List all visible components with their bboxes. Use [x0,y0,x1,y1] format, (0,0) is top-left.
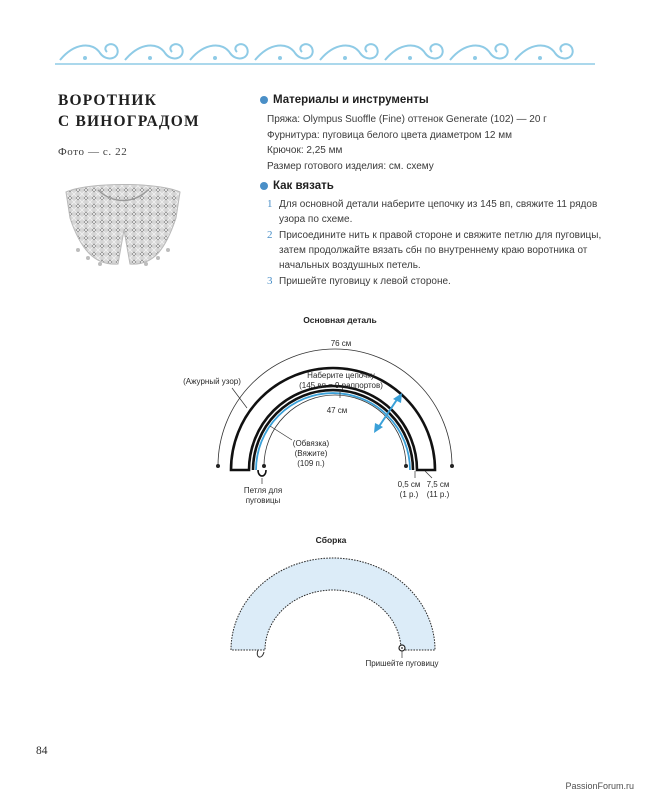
chain-label-line2: (145 вп = 9 раппортов) [299,381,383,390]
assembly-diagram [231,535,439,668]
materials-heading-text: Материалы и инструменты [273,94,429,106]
step-number: 2 [267,229,273,241]
width-small-label: 0,5 см [397,480,421,489]
page-number: 84 [36,745,48,757]
materials-item-yarn: Пряжа: Olympus Suoffle (Fine) оттенок Generate (102) — 20 г [267,114,547,125]
edging-label-line2: (Вяжите) [294,449,328,458]
leader-line [270,426,292,440]
main-diagram-title: Основная деталь [303,315,377,325]
sew-button-label: Пришейте пуговицу [365,659,439,668]
title-line-2: С ВИНОГРАДОМ [58,113,200,130]
edging-label-line1: (Обвязка) [292,439,330,448]
watermark: PassionForum.ru [565,781,634,791]
title-line-1: ВОРОТНИК [58,92,158,109]
chain-label-line1: Наберите цепочку [307,371,375,380]
materials-item-size: Размер готового изделия: см. схему [267,160,434,172]
step-number: 1 [267,198,273,210]
leader-line [425,471,432,478]
assembly-button-loop [257,650,264,657]
step-line: Пришейте пуговицу к левой стороне. [279,276,451,287]
step-line: затем продолжайте вязать сбн по внутреннему краю воротника от [279,245,588,256]
materials-item-hardware: Фурнитура: пуговица белого цвета диаметром 12 мм [267,129,512,141]
step-line: узора по схеме. [279,214,353,225]
assembled-collar-shape [231,558,435,650]
assembly-diagram-title: Сборка [315,535,347,545]
materials-item-hook: Крючок: 2,25 мм [267,145,343,156]
dimension-point [262,464,266,468]
button-loop-label-line2: пуговицы [245,496,281,505]
dimension-point [216,464,220,468]
photo-reference: Фото — с. 22 [58,146,128,158]
step-line: Для основной детали наберите цепочку из 145 вп, свяжите 11 рядов [279,199,598,210]
width-large-label: 7,5 см [426,480,450,489]
step-line: начальных воздушных петель. [279,260,421,271]
button-loop-label-line1: Петля для [243,486,283,495]
rows-large-label: (11 р.) [426,490,450,499]
step-line: Присоедините нить к правой стороне и свяжите петлю для пуговицы, [279,230,602,241]
step-number: 3 [267,275,273,287]
main-detail-diagram [183,315,454,505]
dimension-point [450,464,454,468]
inner-length-label: 47 см [326,406,348,415]
how-to-heading-text: Как вязать [273,180,334,192]
button-hole [401,647,403,649]
outer-length-label: 76 см [330,339,352,348]
rows-small-label: (1 р.) [399,490,419,499]
edging-label-line3: (109 п.) [297,459,325,468]
pattern-label: (Ажурный узор) [183,377,241,386]
button-loop [258,470,266,476]
dimension-point [404,464,408,468]
